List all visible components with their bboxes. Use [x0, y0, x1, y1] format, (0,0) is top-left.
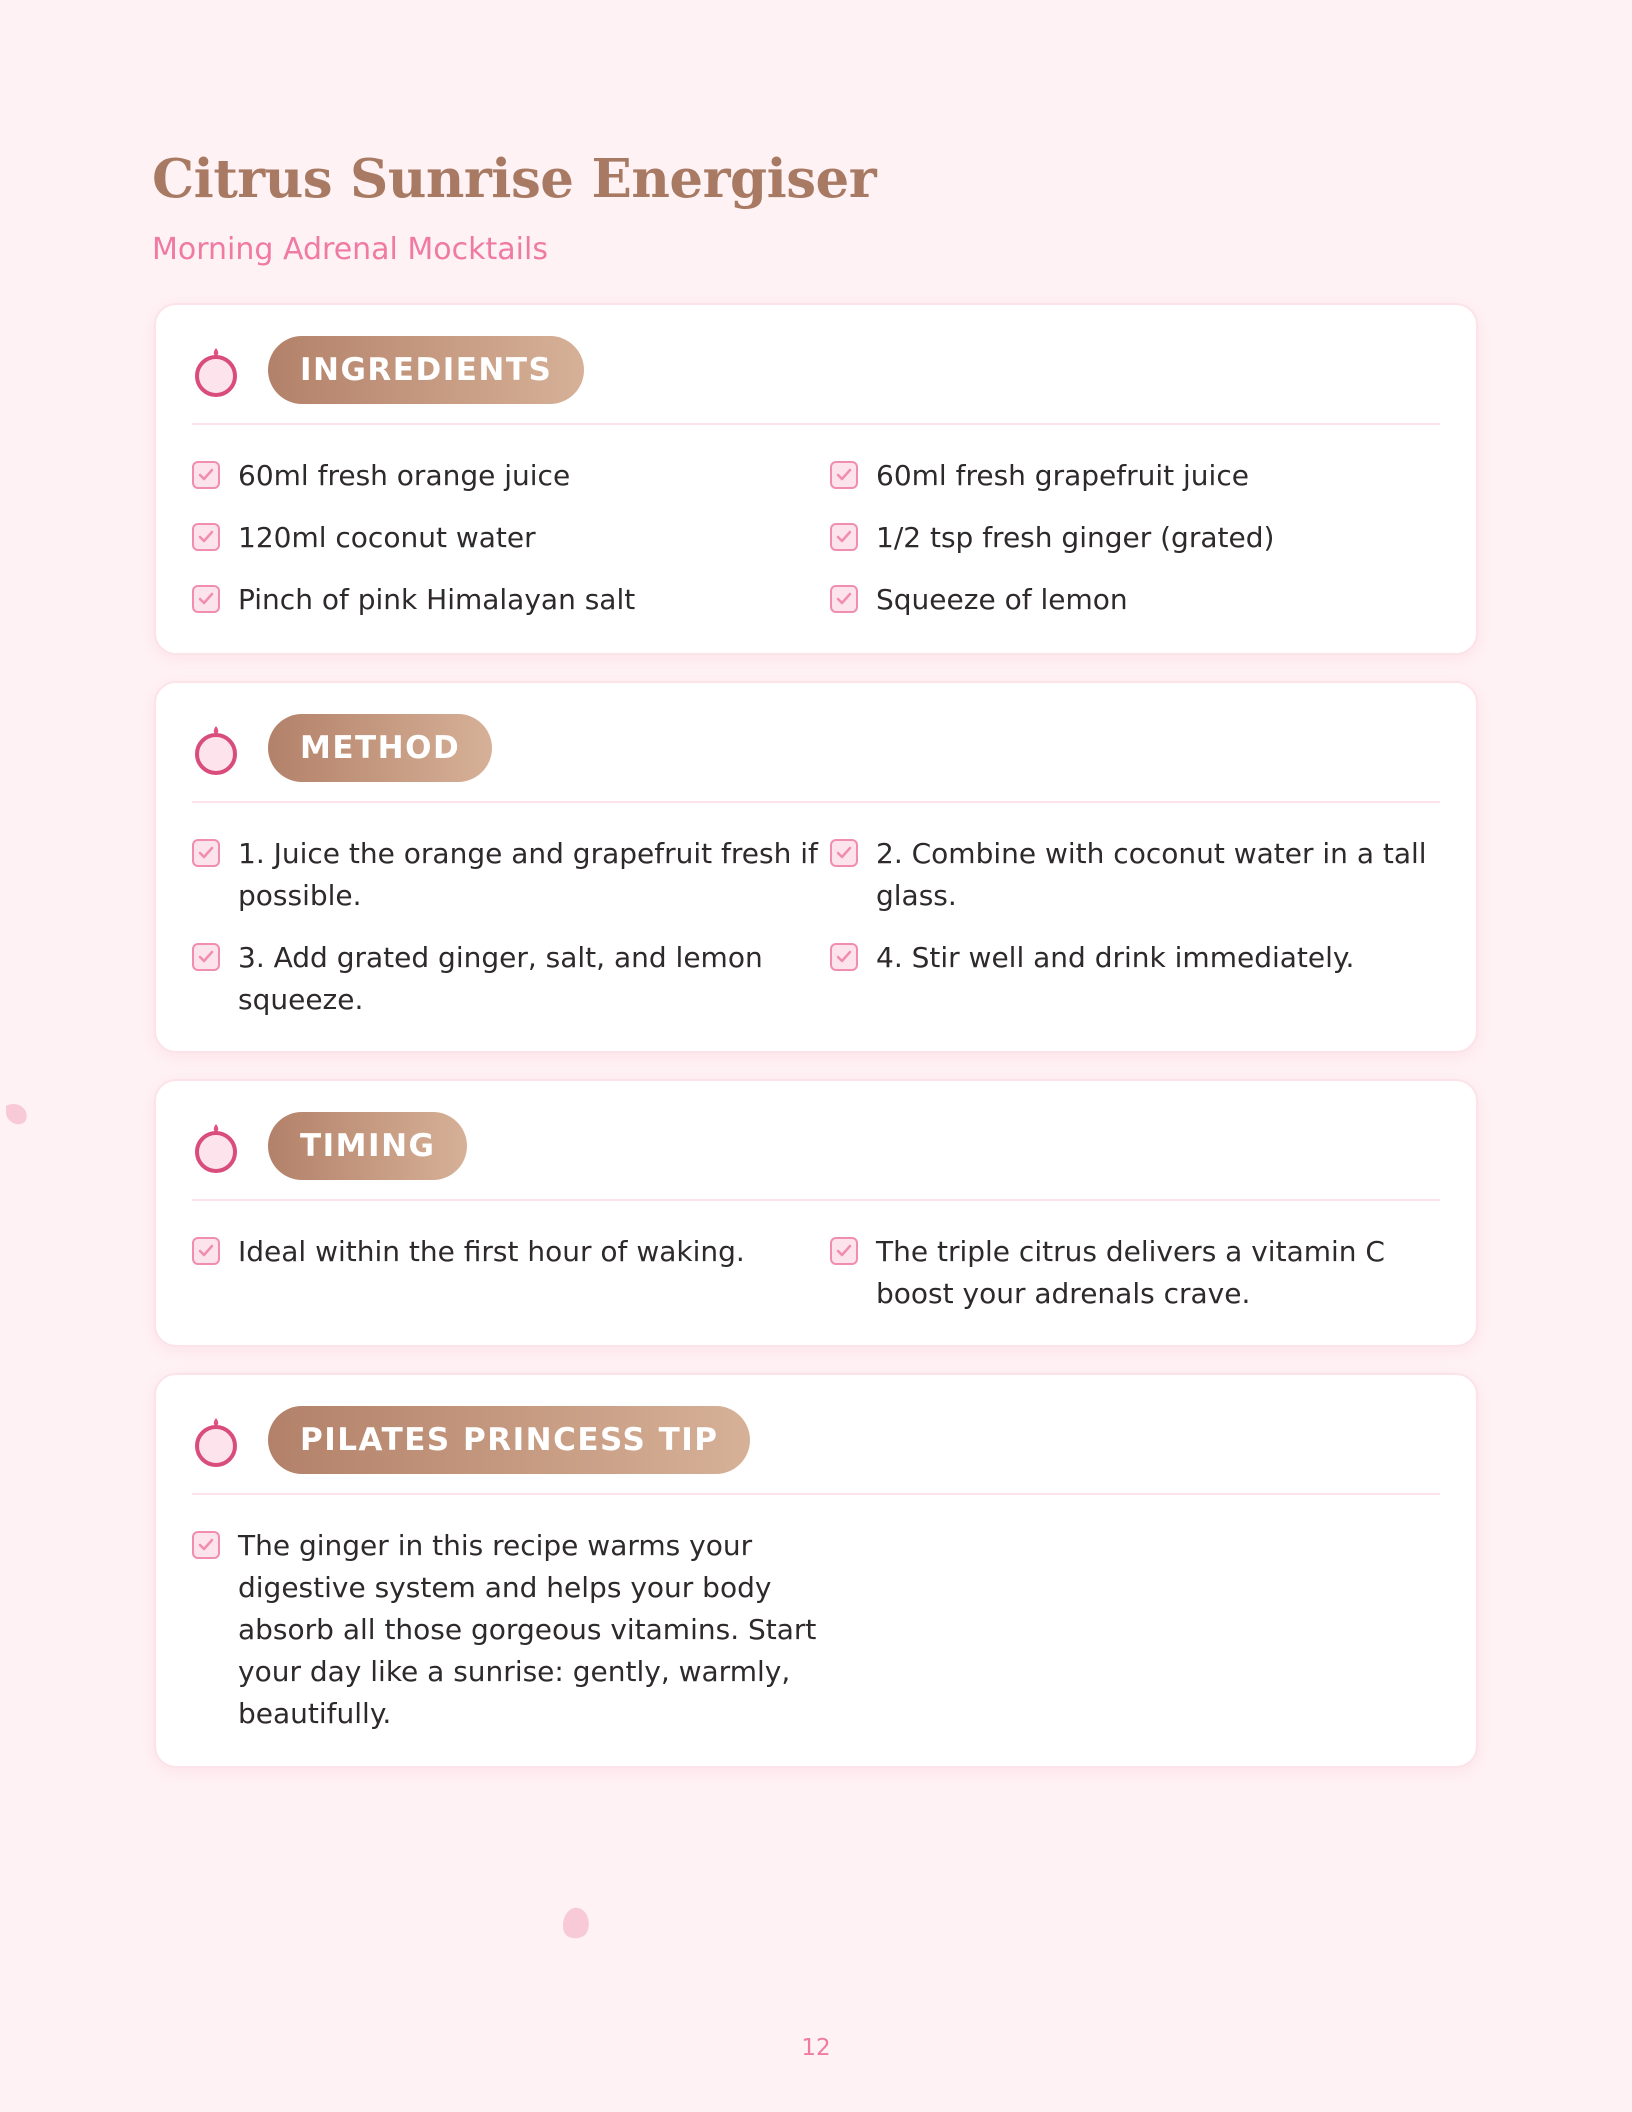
checkbox-icon[interactable]: [192, 839, 220, 867]
method-step: 2. Combine with coconut water in a tall glass.: [830, 833, 1430, 917]
checkbox-icon[interactable]: [830, 1237, 858, 1265]
ingredient-item: Squeeze of lemon: [830, 579, 1430, 621]
divider: [192, 1199, 1440, 1201]
apple-icon: [192, 342, 240, 398]
section-title: TIMING: [268, 1112, 467, 1180]
card-header: [192, 1405, 750, 1475]
checkbox-icon[interactable]: [830, 839, 858, 867]
checkbox-icon[interactable]: [830, 461, 858, 489]
method-list: [192, 833, 1440, 1041]
ingredient-item: 60ml fresh grapefruit juice: [830, 455, 1430, 497]
checkbox-icon[interactable]: [192, 523, 220, 551]
petal-decoration-icon: [2, 1100, 32, 1130]
ingredient-item: 60ml fresh orange juice: [192, 455, 830, 497]
method-step: 3. Add grated ginger, salt, and lemon squeeze.: [192, 937, 830, 1021]
timing-item: Ideal within the first hour of waking.: [192, 1231, 830, 1315]
ingredient-item: Pinch of pink Himalayan salt: [192, 579, 830, 621]
method-step: 1. Juice the orange and grapefruit fresh if possible.: [192, 833, 830, 917]
checkbox-icon[interactable]: [192, 1237, 220, 1265]
timing-card: [154, 1079, 1478, 1347]
ingredients-list: [192, 455, 1440, 641]
section-title: METHOD: [268, 714, 492, 782]
checkbox-icon[interactable]: [830, 943, 858, 971]
method-step: 4. Stir well and drink immediately.: [830, 937, 1430, 1021]
timing-item: The triple citrus delivers a vitamin C boost your adrenals crave.: [830, 1231, 1430, 1315]
divider: [192, 1493, 1440, 1495]
tip-card: [154, 1373, 1478, 1768]
petal-decoration-icon: [556, 1902, 596, 1942]
timing-list: [192, 1231, 1440, 1335]
page-number: 12: [801, 2035, 831, 2061]
section-title: PILATES PRINCESS TIP: [268, 1406, 750, 1474]
card-header: [192, 335, 584, 405]
ingredients-card: [154, 303, 1478, 655]
checkbox-icon[interactable]: [192, 1531, 220, 1559]
card-header: [192, 1111, 467, 1181]
divider: [192, 423, 1440, 425]
checkbox-icon[interactable]: [830, 585, 858, 613]
checkbox-icon[interactable]: [192, 943, 220, 971]
page-subtitle: Morning Adrenal Mocktails: [152, 232, 548, 267]
ingredient-item: 1/2 tsp fresh ginger (grated): [830, 517, 1430, 559]
method-card: [154, 681, 1478, 1053]
section-title: INGREDIENTS: [268, 336, 584, 404]
tip-list: [192, 1525, 1440, 1755]
apple-icon: [192, 1412, 240, 1468]
apple-icon: [192, 720, 240, 776]
checkbox-icon[interactable]: [830, 523, 858, 551]
card-header: [192, 713, 492, 783]
checkbox-icon[interactable]: [192, 461, 220, 489]
checkbox-icon[interactable]: [192, 585, 220, 613]
ingredient-item: 120ml coconut water: [192, 517, 830, 559]
page-title: Citrus Sunrise Energiser: [152, 148, 877, 210]
tip-item: The ginger in this recipe warms your digestive system and helps your body absorb all those gorgeous vitamins. Start your day like a sunrise: gently, warmly, beautifully.: [192, 1525, 830, 1735]
divider: [192, 801, 1440, 803]
apple-icon: [192, 1118, 240, 1174]
